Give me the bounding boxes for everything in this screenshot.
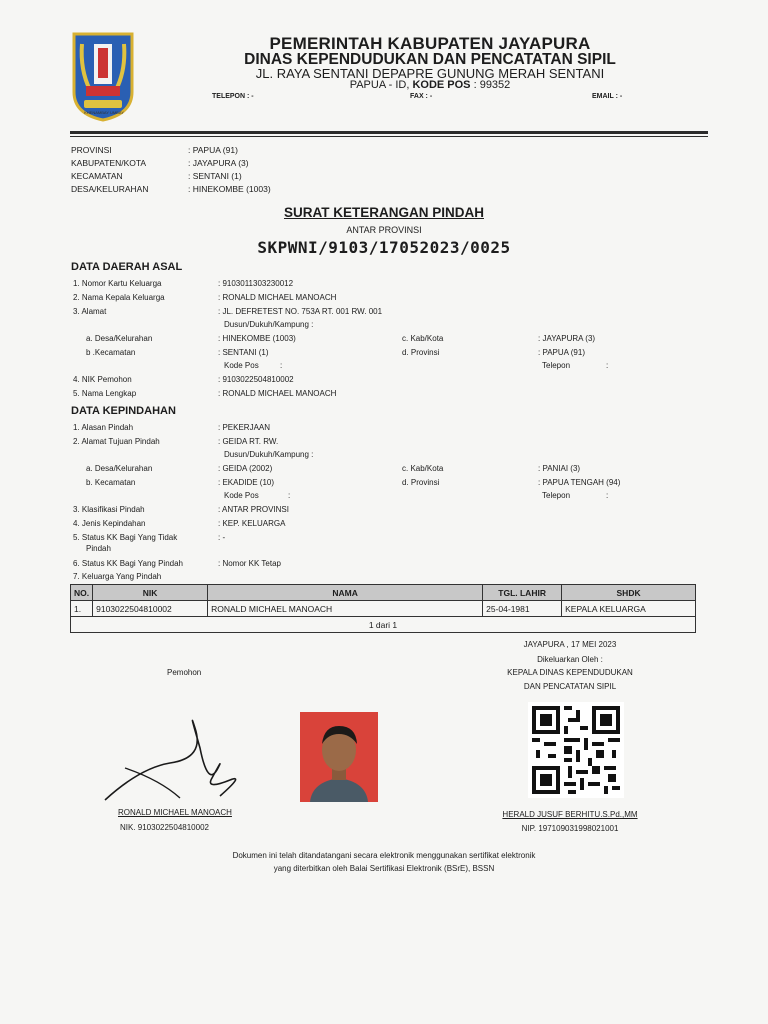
pindah-kodepos-value: : — [288, 491, 291, 500]
sign-issued-by: Dikeluarkan Oleh : — [537, 655, 603, 664]
pindah-klasifikasi-value: : ANTAR PROVINSI — [218, 505, 289, 514]
asal-kab-value: : JAYAPURA (3) — [538, 334, 596, 343]
asal-kk-value: : 9103011303230012 — [218, 279, 294, 288]
asal-nama-value: : RONALD MICHAEL MANOACH — [218, 389, 337, 398]
pindah-desa-value: : GEIDA (2002) — [218, 464, 273, 473]
asal-kodepos-value: : — [280, 361, 283, 370]
header-postal: PAPUA - ID, KODE POS : 99352 — [349, 79, 511, 91]
applicant-photo — [300, 712, 378, 802]
asal-alamat-label: 3. Alamat — [73, 307, 107, 316]
sign-office-line1: KEPALA DINAS KEPENDUDUKAN — [507, 668, 633, 677]
asal-telepon-label: Telepon — [542, 361, 571, 370]
footer-line2: yang diterbitkan oleh Balai Sertifikasi Elektronik (BSrE), BSSN — [273, 864, 495, 873]
pindah-kec-label: b. Kecamatan — [86, 478, 136, 487]
verification-qr-code[interactable] — [528, 702, 624, 798]
pindah-kab-value: : PANIAI (3) — [538, 464, 581, 473]
col-nik: NIK — [93, 585, 208, 601]
pindah-telepon-value: : — [606, 491, 609, 500]
document-number: SKPWNI/9103/17052023/0025 — [257, 238, 511, 257]
asal-telepon-value: : — [606, 361, 609, 370]
wilayah-provinsi-label: PROVINSI — [71, 145, 112, 155]
asal-dusun: Dusun/Dukuh/Kampung : — [224, 320, 314, 329]
pindah-kab-label: c. Kab/Kota — [402, 464, 444, 473]
asal-kepala-label: 2. Nama Kepala Keluarga — [73, 293, 165, 302]
table-row — [71, 601, 696, 617]
cell-nik: 9103022504810002 — [93, 601, 208, 617]
header-government: PEMERINTAH KABUPATEN JAYAPURA — [269, 34, 591, 53]
official-name: HERALD JUSUF BERHITU.S.Pd.,MM — [502, 810, 638, 819]
pindah-status-tidak-value: : - — [218, 533, 226, 542]
cell-nama: RONALD MICHAEL MANOACH — [208, 601, 483, 617]
asal-prov-value: : PAPUA (91) — [538, 348, 585, 357]
table-footer-row — [71, 617, 696, 633]
pindah-alasan-label: 1. Alasan Pindah — [73, 423, 134, 432]
wilayah-kecamatan-value: : SENTANI (1) — [188, 171, 242, 181]
wilayah-kabupaten-value: : JAYAPURA (3) — [188, 158, 249, 168]
pindah-alasan-value: : PEKERJAAN — [218, 423, 271, 432]
pindah-status-pindah-value: : Nomor KK Tetap — [218, 559, 281, 568]
header-fax: FAX : - — [410, 93, 433, 100]
asal-desa-value: : HINEKOMBE (1003) — [218, 334, 296, 343]
asal-kk-label: 1. Nomor Kartu Keluarga — [73, 279, 162, 288]
header-rule-thick — [70, 131, 708, 134]
asal-nik-value: : 9103022504810002 — [218, 375, 294, 384]
col-no: NO. — [71, 585, 93, 601]
asal-prov-label: d. Provinsi — [402, 348, 440, 357]
handwritten-signature — [100, 708, 260, 818]
cell-no: 1. — [71, 601, 93, 617]
pemohon-label: Pemohon — [167, 668, 202, 677]
document-title: SURAT KETERANGAN PINDAH — [283, 205, 484, 220]
pemohon-name: RONALD MICHAEL MANOACH — [118, 808, 232, 817]
family-table — [70, 584, 696, 633]
section-heading-kepindahan: DATA KEPINDAHAN — [71, 405, 176, 417]
asal-kec-label: b .Kecamatan — [86, 348, 136, 357]
pindah-jenis-label: 4. Jenis Kepindahan — [73, 519, 146, 528]
asal-desa-label: a. Desa/Kelurahan — [86, 334, 153, 343]
asal-nama-label: 5. Nama Lengkap — [73, 389, 137, 398]
kabupaten-jayapura-emblem — [70, 30, 136, 122]
asal-kepala-value: : RONALD MICHAEL MANOACH — [218, 293, 337, 302]
header-email: EMAIL : - — [592, 93, 623, 100]
asal-nik-label: 4. NIK Pemohon — [73, 375, 132, 384]
pindah-jenis-value: : KEP. KELUARGA — [218, 519, 286, 528]
cell-tgl-lahir: 25-04-1981 — [483, 601, 562, 617]
col-shdk: SHDK — [562, 585, 696, 601]
pindah-prov-value: : PAPUA TENGAH (94) — [538, 478, 621, 487]
wilayah-desa-label: DESA/KELURAHAN — [71, 184, 149, 194]
header-rule-thin — [70, 136, 708, 137]
pindah-dusun: Dusun/Dukuh/Kampung : — [224, 450, 314, 459]
pindah-kodepos-label: Kode Pos — [224, 491, 259, 500]
asal-kab-label: c. Kab/Kota — [402, 334, 444, 343]
official-nip: NIP. 197109031998021001 — [521, 824, 619, 833]
header-department: DINAS KEPENDUDUKAN DAN PENCATATAN SIPIL — [244, 51, 616, 68]
asal-kodepos-label: Kode Pos — [224, 361, 259, 370]
document-subtitle: ANTAR PROVINSI — [346, 225, 422, 235]
pindah-status-tidak-label: 5. Status KK Bagi Yang Tidak — [73, 533, 178, 542]
pindah-kec-value: : EKADIDE (10) — [218, 478, 275, 487]
wilayah-desa-value: : HINEKOMBE (1003) — [188, 184, 271, 194]
pemohon-nik: NIK. 9103022504810002 — [120, 823, 209, 832]
cell-shdk: KEPALA KELUARGA — [562, 601, 696, 617]
pindah-desa-label: a. Desa/Kelurahan — [86, 464, 153, 473]
asal-alamat-value: : JL. DEFRETEST NO. 753A RT. 001 RW. 001 — [218, 307, 383, 316]
wilayah-kecamatan-label: KECAMATAN — [71, 171, 123, 181]
sign-place-date: JAYAPURA , 17 MEI 2023 — [523, 640, 617, 649]
header-telepon: TELEPON : - — [212, 93, 254, 100]
table-header-row — [71, 585, 696, 601]
wilayah-provinsi-value: : PAPUA (91) — [188, 145, 238, 155]
sign-office-line2: DAN PENCATATAN SIPIL — [523, 682, 617, 691]
col-nama: NAMA — [208, 585, 483, 601]
pindah-telepon-label: Telepon — [542, 491, 571, 500]
wilayah-kabupaten-label: KABUPATEN/KOTA — [71, 158, 147, 168]
pindah-klasifikasi-label: 3. Klasifikasi Pindah — [73, 505, 145, 514]
header-address: JL. RAYA SENTANI DEPAPRE GUNUNG MERAH SENTANI — [255, 66, 605, 81]
table-page-indicator: 1 dari 1 — [71, 617, 696, 633]
emblem-caption: KHENAMBAY UMBAY — [84, 110, 124, 115]
pindah-status-pindah-label: 6. Status KK Bagi Yang Pindah — [73, 559, 184, 568]
section-heading-asal: DATA DAERAH ASAL — [71, 261, 183, 273]
pindah-alamat-value: : GEIDA RT. RW. — [218, 437, 279, 446]
footer-line1: Dokumen ini telah ditandatangani secara elektronik menggunakan sertifikat elektronik — [232, 851, 536, 860]
col-tgl-lahir: TGL. LAHIR — [483, 585, 562, 601]
pindah-status-tidak-label-2: Pindah — [86, 544, 111, 553]
pindah-prov-label: d. Provinsi — [402, 478, 440, 487]
pindah-alamat-label: 2. Alamat Tujuan Pindah — [73, 437, 160, 446]
pindah-keluarga-label: 7. Keluarga Yang Pindah — [73, 572, 162, 581]
asal-kec-value: : SENTANI (1) — [218, 348, 269, 357]
